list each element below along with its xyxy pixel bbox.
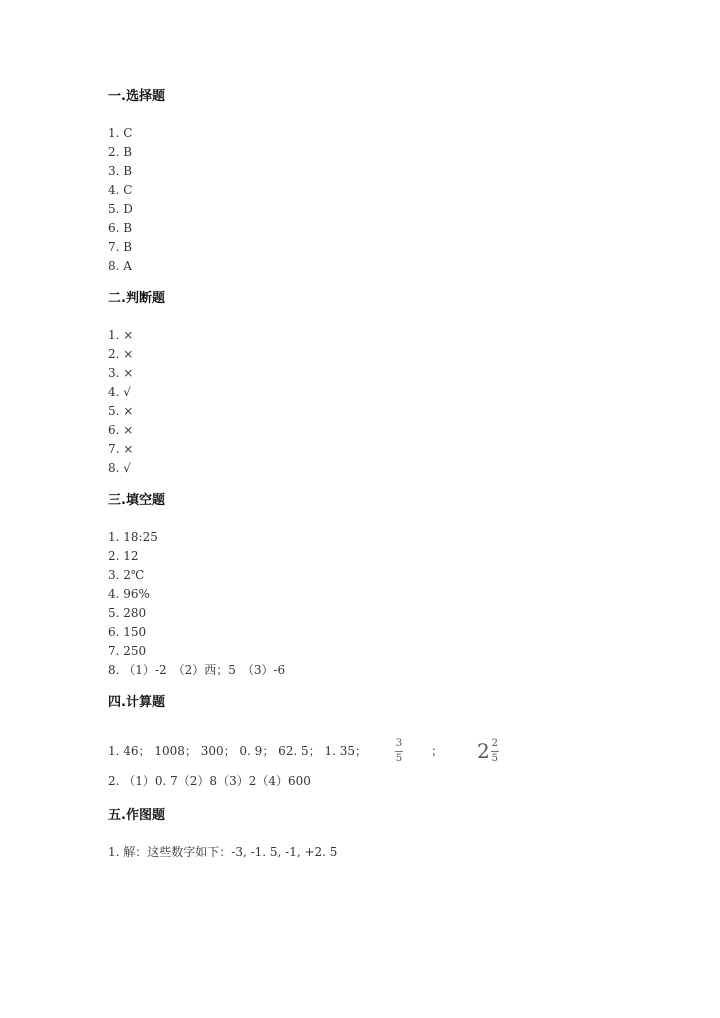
fraction-bar (395, 751, 403, 752)
calculation-answer-1 (108, 734, 648, 768)
list-item: 6. B (108, 221, 133, 235)
fraction-numerator: 3 (395, 737, 403, 749)
section-title-choice: 一.选择题 (108, 89, 165, 104)
list-item: 2. 12 (108, 549, 139, 563)
list-item: 7. B (108, 240, 133, 254)
section-title-judgement: 二.判断题 (108, 291, 165, 306)
judgement-answers-list (108, 326, 648, 478)
list-item: 4. 96% (108, 587, 150, 601)
calc-text: 1. 46； 1008； 300； 0. 9； 62. 5； 1. 35； (108, 743, 368, 758)
list-item: 8. √ (108, 461, 131, 475)
list-item: 3. × (108, 366, 134, 380)
list-item: 1. 18:25 (108, 530, 158, 544)
separator: ； (431, 743, 444, 758)
list-item: 4. C (108, 183, 133, 197)
list-item: 6. × (108, 423, 134, 437)
list-item: 1. × (108, 328, 134, 342)
list-item: 8. A (108, 259, 132, 273)
list-item: 8. （1）-2 （2）西；5 （3）-6 (108, 663, 286, 677)
list-item: 2. （1）0. 7（2）8（3）2（4）600 (108, 774, 311, 788)
fraction-denominator: 5 (491, 752, 498, 764)
calculation-answers-list (108, 772, 648, 791)
mixed-whole: 2 (477, 739, 490, 763)
list-item: 2. B (108, 145, 133, 159)
list-item: 1. C (108, 126, 133, 140)
fraction-numerator: 2 (491, 737, 498, 749)
list-item: 2. × (108, 347, 134, 361)
list-item: 5. D (108, 202, 133, 216)
list-item: 5. × (108, 404, 134, 418)
section-title-fill-blank: 三.填空题 (108, 493, 165, 508)
list-item: 6. 150 (108, 625, 147, 639)
list-item: 7. × (108, 442, 134, 456)
answer-sheet (108, 88, 648, 862)
section-title-drawing: 五.作图题 (108, 808, 165, 823)
section-title-calculation: 四.计算题 (108, 695, 165, 710)
fraction-denominator: 5 (395, 752, 403, 764)
list-item: 4. √ (108, 385, 131, 399)
list-item: 3. 2℃ (108, 568, 145, 582)
fill-blank-answers-list (108, 528, 648, 680)
fraction (491, 738, 499, 765)
list-item: 7. 250 (108, 644, 147, 658)
drawing-answers-list (108, 843, 648, 862)
fraction (395, 738, 403, 765)
list-item: 3. B (108, 164, 133, 178)
fraction-bar (491, 751, 499, 752)
mixed-number (477, 738, 499, 765)
list-item: 5. 280 (108, 606, 147, 620)
choice-answers-list (108, 124, 648, 276)
list-item: 1. 解：这些数字如下：-3, -1. 5, -1, +2. 5 (108, 845, 338, 859)
